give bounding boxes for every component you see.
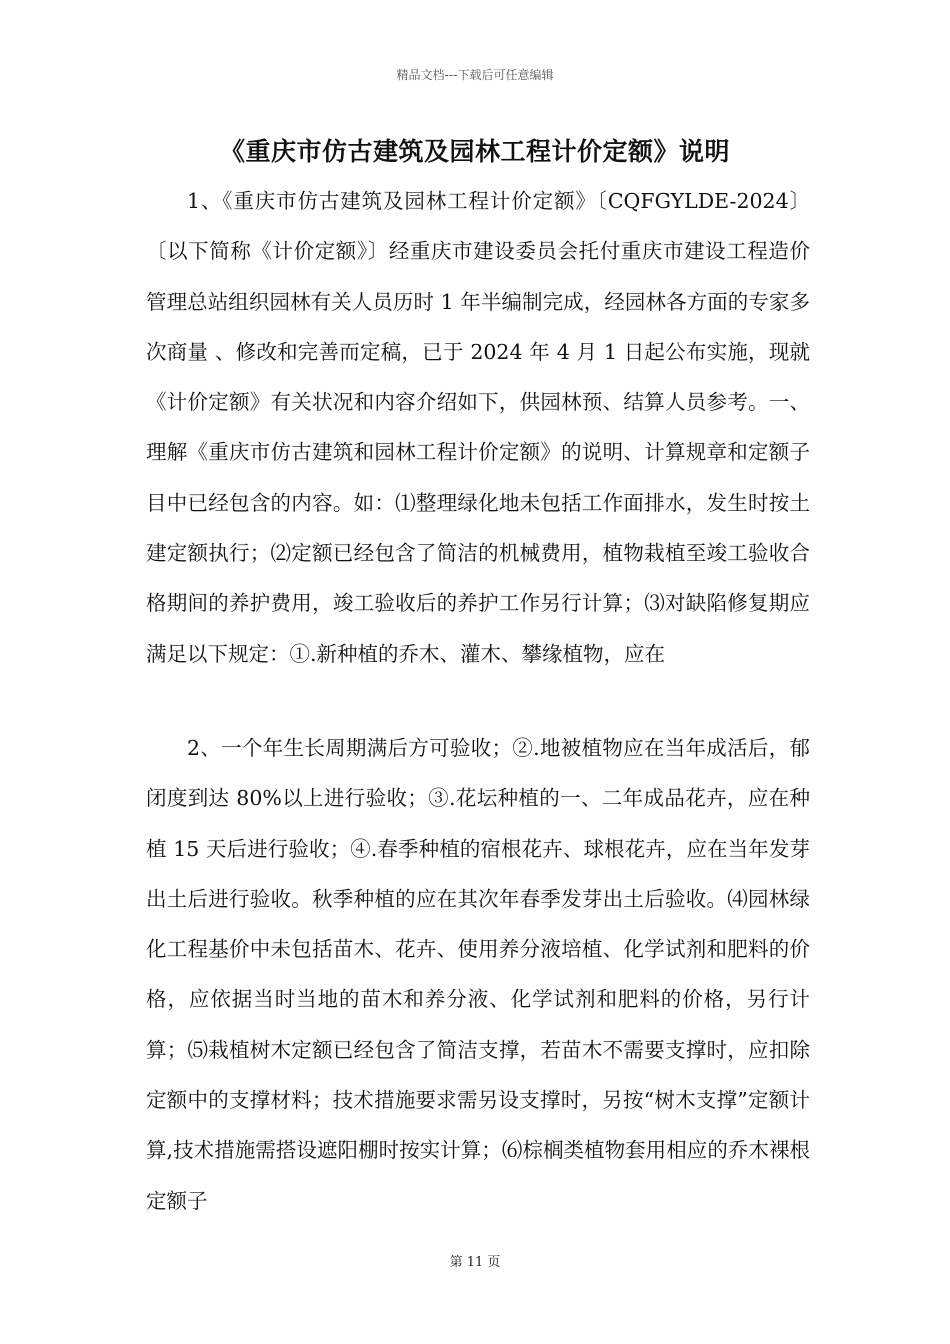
paragraph-2: 2、一个年生长周期满后方可验收；②.地被植物应在当年成活后，郁闭度到达 80%以上进行验收；③.花坛种植的一、二年成品花卉，应在种植 15 天后进行验收；④.春季种植的宿根花卉、球根花卉，应在当年发芽出土后进行验收。秋季种植的应在其次年春季发芽出土后验收。⑷园林绿化工程基价中未包括苗木、花卉、使用养分液培植、化学试剂和肥料的价格，应依据当时当地的苗木和养分液、化学试剂和肥料的价格，另行计算；⑸栽植树木定额已经包含了简洁支撑，若苗木不需要支撑时，应扣除定额中的支撑材料；技术措施要求需另设支撑时，另按“树木支撑”定额计算,技术措施需搭设遮阳棚时按实计算；⑹棕榈类植物套用相应的乔木裸根定额子: [146, 736, 810, 1213]
page-number: 第 11 页: [449, 1255, 501, 1270]
paragraph-1: 1、《重庆市仿古建筑及园林工程计价定额》〔CQFGYLDE-2024〕〔以下简称《计价定额》〕经重庆市建设委员会托付重庆市建设工程造价管理总站组织园林有关人员历时 1 年半编制完成，经园林各方面的专家多次商量 、修改和完善而定稿，已于 2024 年 4 月 1 日起公布实施，现就《计价定额》有关状况和内容介绍如下，供园林预、结算人员参考。一、理解《重庆市仿古建筑和园林工程计价定额》的说明、计算规章和定额子目中已经包含的内容。如：⑴整理绿化地未包括工作面排水，发生时按土建定额执行；⑵定额已经包含了简洁的机械费用，植物栽植至竣工验收合格期间的养护费用，竣工验收后的养护工作另行计算；⑶对缺陷修复期应满足以下规定：①.新种植的乔木、灌木、攀缘植物，应在: [146, 189, 810, 666]
document-title: 《重庆市仿古建筑及园林工程计价定额》说明: [219, 137, 730, 166]
header-note: 精品文档---下载后可任意编辑: [396, 68, 554, 82]
